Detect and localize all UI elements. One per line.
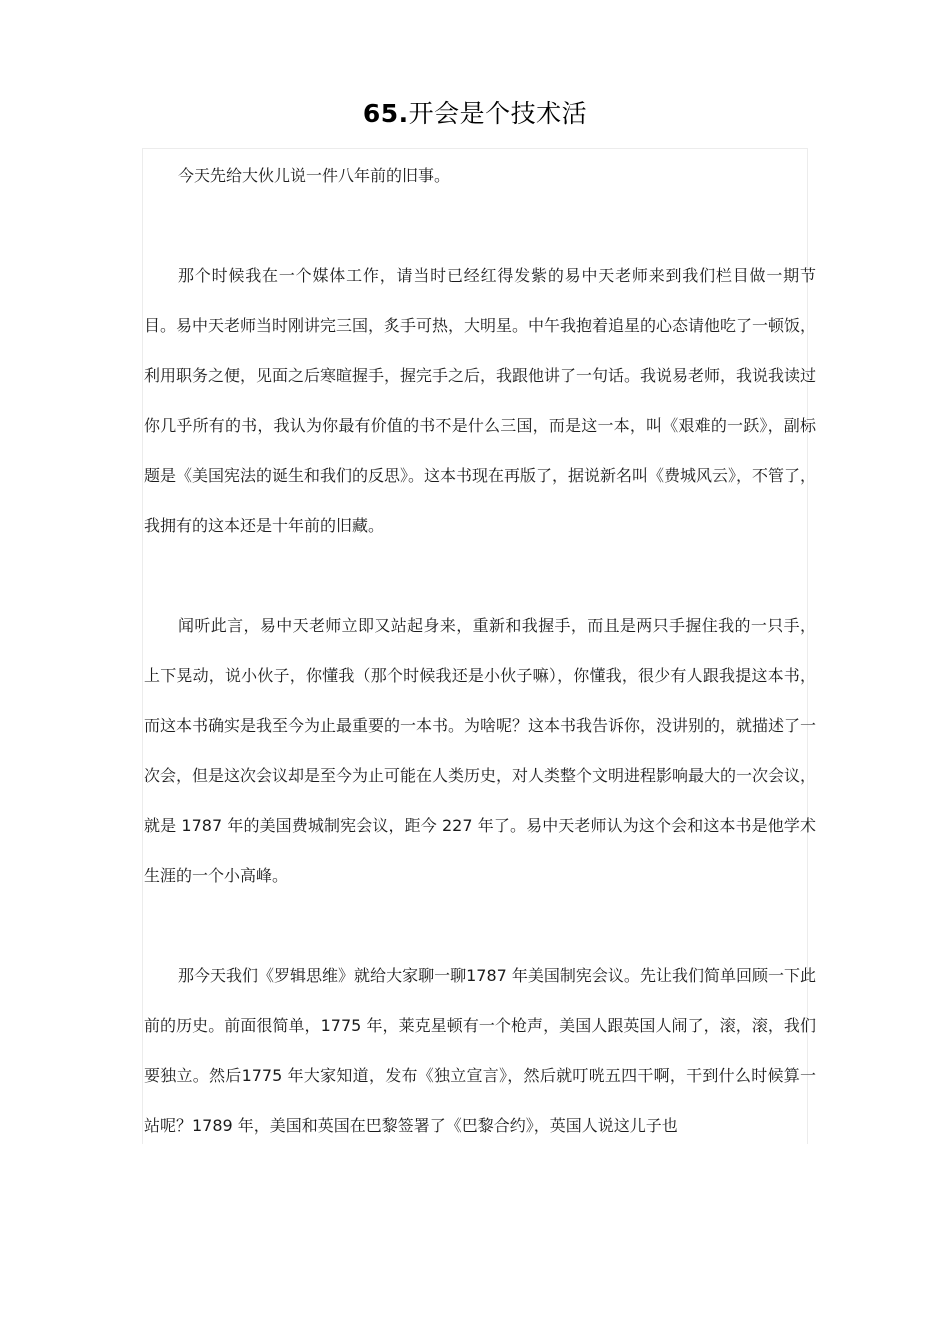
title-text: 开会是个技术活 [408,99,588,128]
paragraph-4: 那今天我们《罗辑思维》就给大家聊一聊1787 年美国制宪会议。先让我们简单回顾一下此前的历史。前面很简单，1775 年，莱克星顿有一个枪声，美国人跟英国人闹了，滚，滚，我们要独立。然后1775 年大家知道，发布《独立宣言》，然后就叮咣五四干啊，干到什么时候算一站呢？1789 年，美国和英国在巴黎签署了《巴黎合约》，英国人说这儿子也 [144,966,816,1135]
paragraph-gap [144,901,816,951]
paragraph-2: 那个时候我在一个媒体工作，请当时已经红得发紫的易中天老师来到我们栏目做一期节目。易中天老师当时刚讲完三国，炙手可热，大明星。中午我抱着追星的心态请他吃了一顿饭，利用职务之便，见面之后寒暄握手，握完手之后，我跟他讲了一句话。我说易老师，我说我读过你几乎所有的书，我认为你最有价值的书不是什么三国，而是这一本，叫《艰难的一跃》，副标题是《美国宪法的诞生和我们的反思》。这本书现在再版了，据说新名叫《费城风云》，不管了，我拥有的这本还是十年前的旧藏。 [144,266,817,535]
paragraph-1: 今天先给大伙儿说一件八年前的旧事。 [178,166,451,185]
paragraph-gap [144,201,816,251]
page-title [0,94,950,134]
paragraph-gap [144,551,816,601]
paragraph-3: 闻听此言，易中天老师立即又站起身来，重新和我握手，而且是两只手握住我的一只手，上下晃动，说小伙子，你懂我（那个时候我还是小伙子嘛），你懂我，很少有人跟我提这本书，而这本书确实是我至今为止最重要的一本书。为啥呢？这本书我告诉你，没讲别的，就描述了一次会，但是这次会议却是至今为止可能在人类历史，对人类整个文明进程影响最大的一次会议，就是 1787 年的美国费城制宪会议，距今 227 年了。易中天老师认为这个会和这本书是他学术生涯的一个小高峰。 [144,616,817,885]
title-number: 65. [362,99,409,128]
article-body [144,151,816,1151]
